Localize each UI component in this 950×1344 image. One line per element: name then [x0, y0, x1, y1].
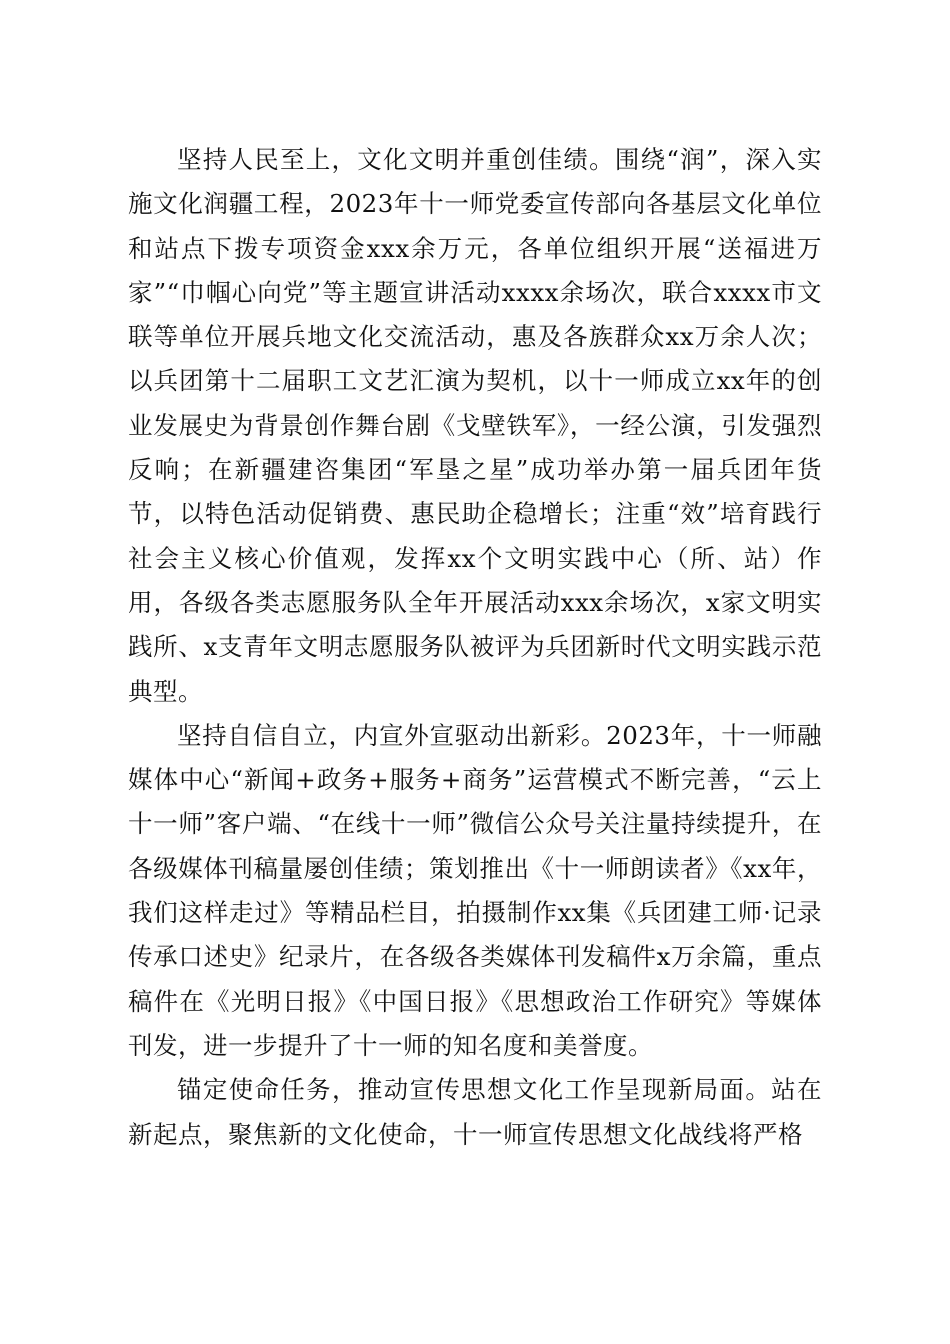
paragraph-culture: 坚持人民至上，文化文明并重创佳绩。围绕“润”，深入实施文化润疆工程，2023年十一师党委宣传部向各基层文化单位和站点下拨专项资金xxx余万元，各单位组织开展“送福进万家”“巾帼心向党”等主题宣讲活动xxxx余场次，联合xxxx市文联等单位开展兵地文化交流活动，惠及各族群众xx万余人次；以兵团第十二届职工文艺汇演为契机，以十一师成立xx年的创业发展史为背景创作舞台剧《戈壁铁军》，一经公演，引发强烈反响；在新疆建咨集团“军垦之星”成功举办第一届兵团年货节，以特色活动促销费、惠民助企稳增长；注重“效”培育践行社会主义核心价值观，发挥xx个文明实践中心（所、站）作用，各级各类志愿服务队全年开展活动xxx余场次，x家文明实践所、x支青年文明志愿服务队被评为兵团新时代文明实践示范典型。: [128, 145, 822, 706]
paragraph-mission: 锚定使命任务，推动宣传思想文化工作呈现新局面。站在新起点，聚焦新的文化使命，十一师宣传思想文化战线将严格: [128, 1075, 822, 1149]
paragraph-media: 坚持自信自立，内宣外宣驱动出新彩。2023年，十一师融媒体中心“新闻+政务+服务+商务”运营模式不断完善，“云上十一师”客户端、“在线十一师”微信公众号关注量持续提升，在各级媒体刊稿量屡创佳绩；策划推出《十一师朗读者》《xx年，我们这样走过》等精品栏目，拍摄制作xx集《兵团建工师·记录传承口述史》纪录片，在各级各类媒体刊发稿件x万余篇，重点稿件在《光明日报》《中国日报》《思想政治工作研究》等媒体刊发，进一步提升了十一师的知名度和美誉度。: [128, 720, 822, 1060]
document-body: [128, 138, 822, 1157]
